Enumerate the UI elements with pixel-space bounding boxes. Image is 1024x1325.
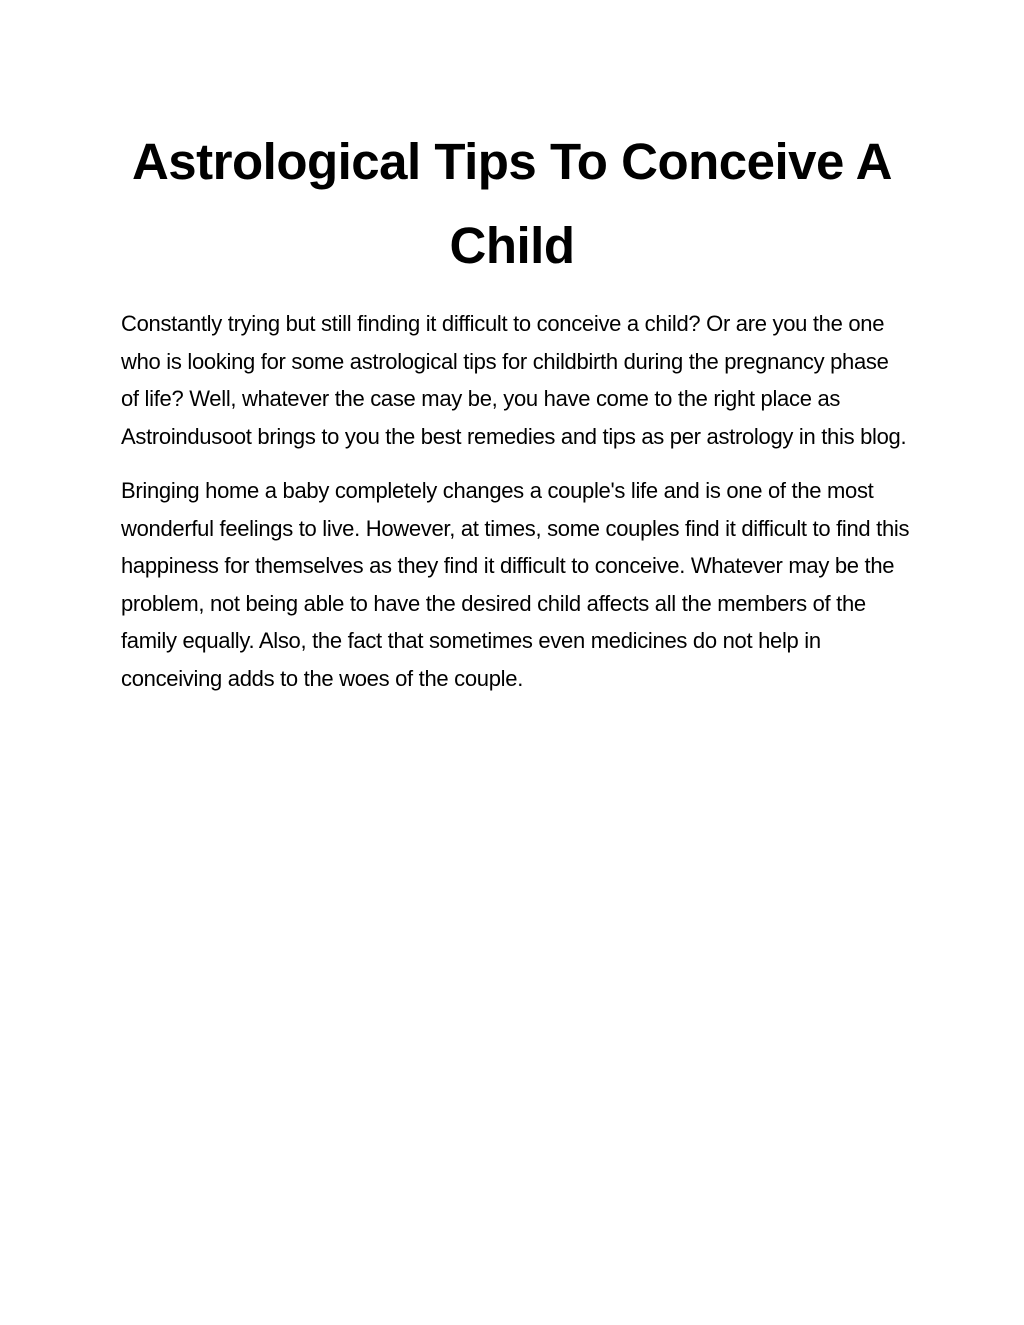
- page-title: Astrological Tips To Conceive A Child: [131, 133, 893, 274]
- paragraph-second: Bringing home a baby completely changes a couple's life and is one of the most wonderful feelings to live. However, at times, some couples find it difficult to find this happiness for themselves as they find it difficult to conceive. Whatever may be the problem, not being able to have the desired child affects all the members of the family equally. Also, the fact that sometimes even medicines do not help in conceiving adds to the woes of the couple.: [121, 478, 910, 691]
- paragraph-intro: Constantly trying but still finding it difficult to conceive a child? Or are you the one who is looking for some astrological tips for childbirth during the pregnancy phase of life? Well, whatever the case may be, you have come to the right place as Astroindusoot brings to you the best remedies and tips as per astrology in this blog.: [121, 311, 907, 449]
- article-body: [121, 305, 911, 714]
